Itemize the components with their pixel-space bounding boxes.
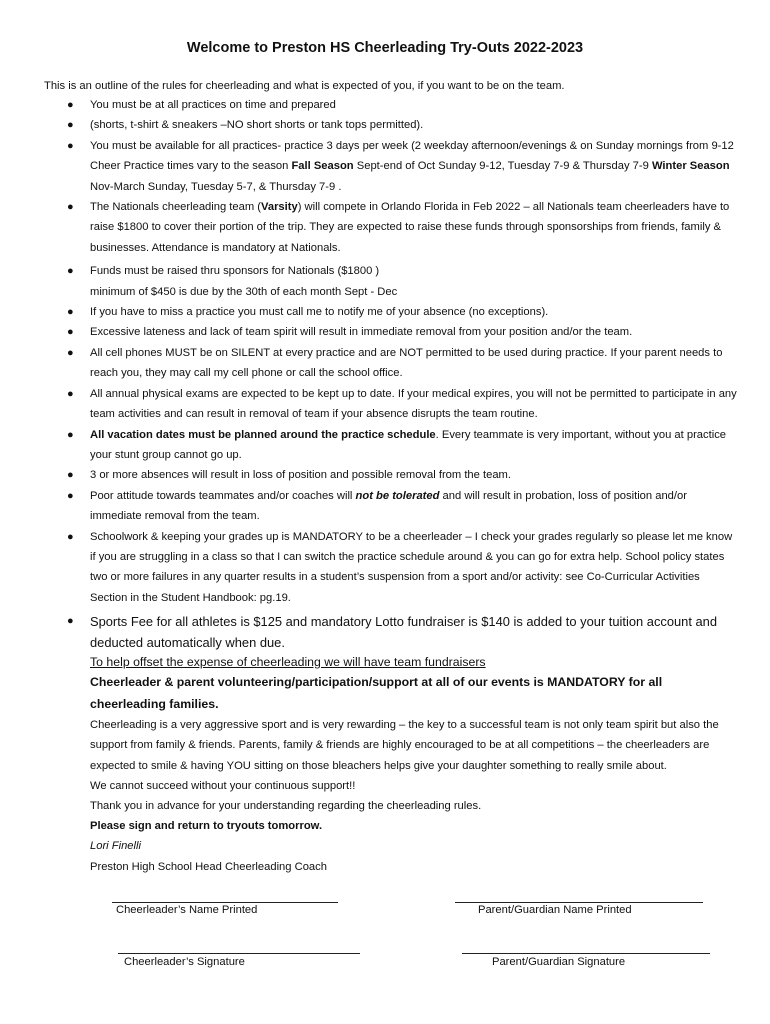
fundraisers-heading: To help offset the expense of cheerleading we will have team fundraisers [90, 655, 486, 669]
bullet-icon: ● [67, 387, 74, 400]
bullet-icon: ● [67, 615, 74, 628]
rule-item: ● (shorts, t-shirt & sneakers –NO short shorts or tank tops permitted). [90, 115, 740, 135]
rule-item: ● Excessive lateness and lack of team spirit will result in immediate removal from your position and/or the team. [90, 322, 740, 342]
support-line: We cannot succeed without your continuous support!! [90, 779, 356, 792]
intro-text: This is an outline of the rules for cheerleading and what is expected of you, if you want to be on the team. [44, 80, 565, 92]
cheerleader-name-label: Cheerleader’s Name Printed [116, 904, 258, 916]
coach-name: Lori Finelli [90, 840, 141, 853]
bullet-icon: ● [67, 306, 74, 319]
bullet-icon: ● [67, 326, 74, 339]
rule-item: ● All cell phones MUST be on SILENT at every practice and are NOT permitted to be used during practice. If your parent needs to reach you, they may call my cell phone or call the school office. [90, 343, 740, 384]
rule-item: ● All annual physical exams are expected to be kept up to date. If your medical expires, you will not be permitted to participate in any team activities and can result in removal of team if your absence disrupts the team routine. [90, 384, 740, 425]
rule-item: ● Poor attitude towards teammates and/or coaches will not be tolerated and will result in probation, loss of position and/or immediate removal from the team. [90, 486, 740, 527]
bullet-icon: ● [67, 265, 74, 278]
coach-title: Preston High School Head Cheerleading Coach [90, 860, 327, 873]
bullet-icon: ● [67, 139, 74, 152]
support-paragraph: Cheerleading is a very aggressive sport and is very rewarding – the key to a successful team is not only team spirit but also the support from family & friends. Parents, family & friends are highly encouraged to be at all competitions – the cheerleaders are expected to smile & having YOU sitting on those bleachers helps give your daughter something to really smile about. [90, 719, 719, 772]
bullet-icon: ● [67, 201, 74, 214]
parent-signature-label: Parent/Guardian Signature [492, 956, 626, 968]
thanks-line: Thank you in advance for your understanding regarding the cheerleading rules. [90, 800, 482, 813]
rule-item: ● You must be available for all practices- practice 3 days per week (2 weekday afternoon/evenings & on Sunday mornings from 9-12 Cheer Practice times vary to the season Fall Season Sept-end of Oct Sunday 9-12, Tuesday 7-9 & Thursday 7-9 Winter Season Nov-March Sunday, Tuesday 5-7, & Thursday 7-9 . [90, 136, 740, 197]
rule-item: ● If you have to miss a practice you must call me to notify me of your absence (no exceptions). [90, 302, 740, 322]
bullet-icon: ● [67, 119, 74, 132]
closing-section [90, 652, 740, 877]
rule-item: ● 3 or more absences will result in loss of position and possible removal from the team. [90, 465, 740, 485]
bullet-icon: ● [67, 489, 74, 502]
sign-return-line: Please sign and return to tryouts tomorrow. [90, 820, 323, 833]
rules-list [67, 95, 740, 653]
cheerleader-signature-label: Cheerleader’s Signature [124, 956, 245, 968]
bullet-icon: ● [67, 99, 74, 111]
bullet-icon: ● [67, 346, 74, 359]
rule-item: ● Funds must be raised thru sponsors for Nationals ($1800 ) minimum of $450 is due by the 30th of each month Sept - Dec [90, 261, 740, 302]
bullet-icon: ● [67, 530, 74, 543]
bullet-icon: ● [67, 469, 74, 482]
cheerleader-signature-line[interactable] [118, 953, 360, 954]
parent-name-line[interactable] [455, 902, 703, 903]
mandatory-notice: Cheerleader & parent volunteering/participation/support at all of our events is MANDATORY for all cheerleading families. [90, 675, 663, 711]
rule-item: ● Sports Fee for all athletes is $125 and mandatory Lotto fundraiser is $140 is added to your tuition account and deducted automatically when due. [90, 611, 740, 653]
rule-item: ● All vacation dates must be planned around the practice schedule. Every teammate is very important, without you at practice your stunt group cannot go up. [90, 425, 740, 466]
bullet-icon: ● [67, 428, 74, 441]
rule-item: ● The Nationals cheerleading team (Varsity) will compete in Orlando Florida in Feb 2022 – all Nationals team cheerleaders have to raise $1800 to cover their portion of the trip. They are expected to raise these funds through sponsorships from friends, family & businesses. Attendance is mandatory at Nationals. [90, 197, 740, 258]
page-title: Welcome to Preston HS Cheerleading Try-Outs 2022-2023 [186, 40, 584, 56]
rule-item: ● You must be at all practices on time and prepared [90, 95, 740, 115]
cheerleader-name-line[interactable] [112, 902, 338, 903]
rule-item: ● Schoolwork & keeping your grades up is MANDATORY to be a cheerleader – I check your grades regularly so please let me know if you are struggling in a class so that I can switch the practice schedule around & you can go for extra help. School policy states two or more failures in any quarter results in a student’s suspension from a sport and/or activity: see Co-Curricular Activities Section in the Student Handbook: pg.19. [90, 527, 740, 609]
parent-name-label: Parent/Guardian Name Printed [478, 904, 632, 916]
parent-signature-line[interactable] [462, 953, 710, 954]
